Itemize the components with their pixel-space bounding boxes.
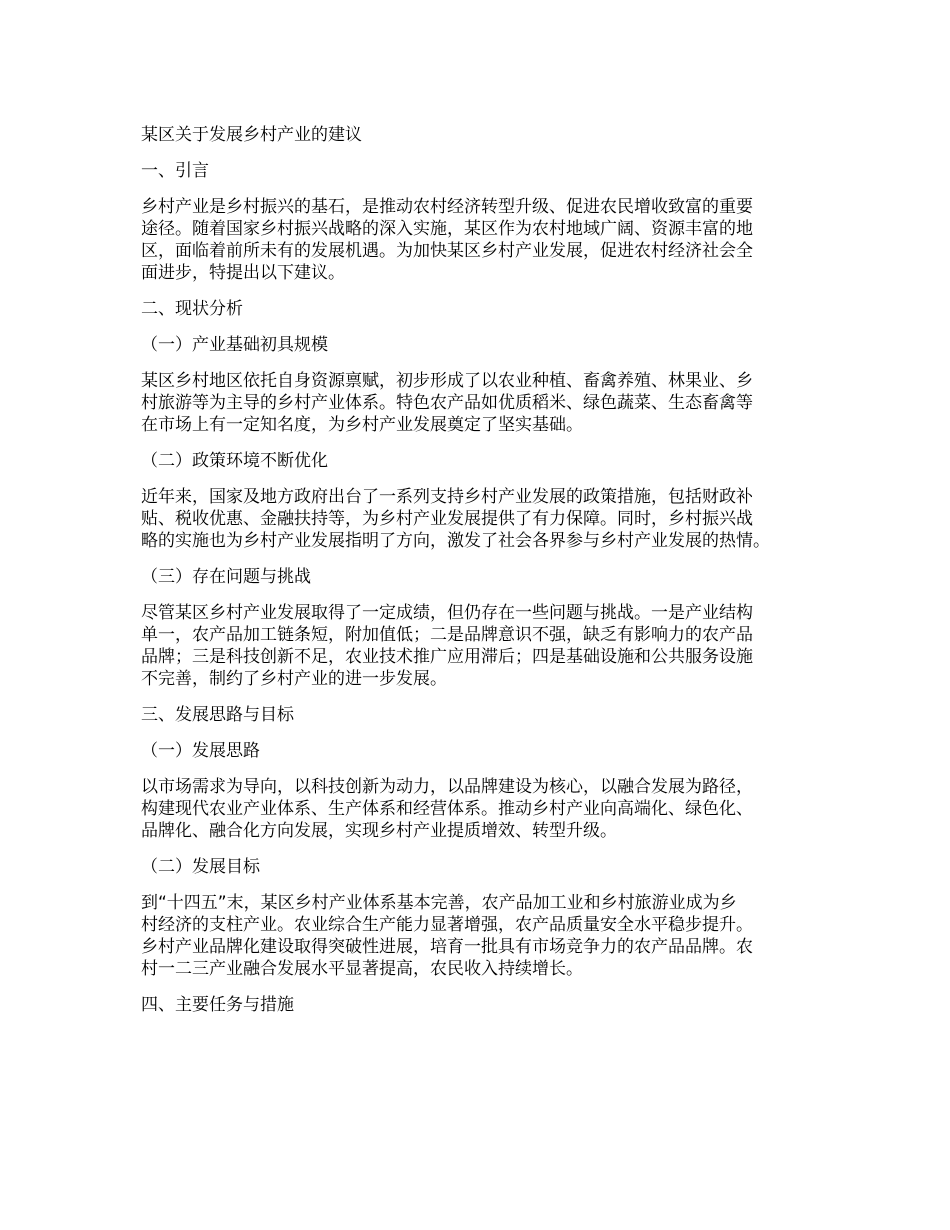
paragraph-ideas: 以市场需求为导向，以科技创新为动力，以品牌建设为核心，以融合发展为路径， 构建现代农业产业体系、生产体系和经营体系。推动乡村产业向高端化、绿色化、 品牌化、融合化方向发展，实现乡村产业提质增效、转型升级。 bbox=[141, 777, 753, 841]
subheading-problems: （三）存在问题与挑战 bbox=[141, 567, 311, 587]
paragraph-intro: 乡村产业是乡村振兴的基石，是推动农村经济转型升级、促进农民增收致富的重要 途径。随着国家乡村振兴战略的深入实施，某区作为农村地域广阔、资源丰富的地 区，面临着前所未有的发展机遇。为加快某区乡村产业发展，促进农村经济社会全 面进步，特提出以下建议。 bbox=[141, 197, 753, 283]
paragraph-problems: 尽管某区乡村产业发展取得了一定成绩，但仍存在一些问题与挑战。一是产业结构 单一，农产品加工链条短，附加值低；二是品牌意识不强，缺乏有影响力的农产品 品牌；三是科技创新不足，农业技术推广应用滞后；四是基础设施和公共服务设施 不完善，制约了乡村产业的进一步发展。 bbox=[141, 603, 753, 689]
document-body bbox=[141, 124, 831, 1016]
section-heading-status: 二、现状分析 bbox=[141, 299, 243, 319]
document-title: 某区关于发展乡村产业的建议 bbox=[141, 125, 362, 145]
paragraph-policy: 近年来，国家及地方政府出台了一系列支持乡村产业发展的政策措施，包括财政补 贴、税收优惠、金融扶持等，为乡村产业发展提供了有力保障。同时，乡村振兴战 略的实施也为乡村产业发展指明了方向，激发了社会各界参与乡村产业发展的热情。 bbox=[141, 487, 770, 551]
section-heading-tasks: 四、主要任务与措施 bbox=[141, 995, 294, 1015]
subheading-ideas: （一）发展思路 bbox=[141, 741, 260, 761]
subheading-goals: （二）发展目标 bbox=[141, 857, 260, 877]
subheading-industry-base: （一）产业基础初具规模 bbox=[141, 335, 328, 355]
paragraph-industry-base: 某区乡村地区依托自身资源禀赋，初步形成了以农业种植、畜禽养殖、林果业、乡 村旅游等为主导的乡村产业体系。特色农产品如优质稻米、绿色蔬菜、生态畜禽等 在市场上有一定知名度，为乡村产业发展奠定了坚实基础。 bbox=[141, 371, 753, 435]
section-heading-ideas-goals: 三、发展思路与目标 bbox=[141, 705, 294, 725]
section-heading-intro: 一、引言 bbox=[141, 161, 209, 181]
subheading-policy: （二）政策环境不断优化 bbox=[141, 451, 328, 471]
paragraph-goals: 到“十四五”末，某区乡村产业体系基本完善，农产品加工业和乡村旅游业成为乡 村经济的支柱产业。农业综合生产能力显著增强，农产品质量安全水平稳步提升。 乡村产业品牌化建设取得突破性进展，培育一批具有市场竞争力的农产品品牌。农 村一二三产业融合发展水平显著提高，农民收入持续增长。 bbox=[141, 893, 753, 979]
